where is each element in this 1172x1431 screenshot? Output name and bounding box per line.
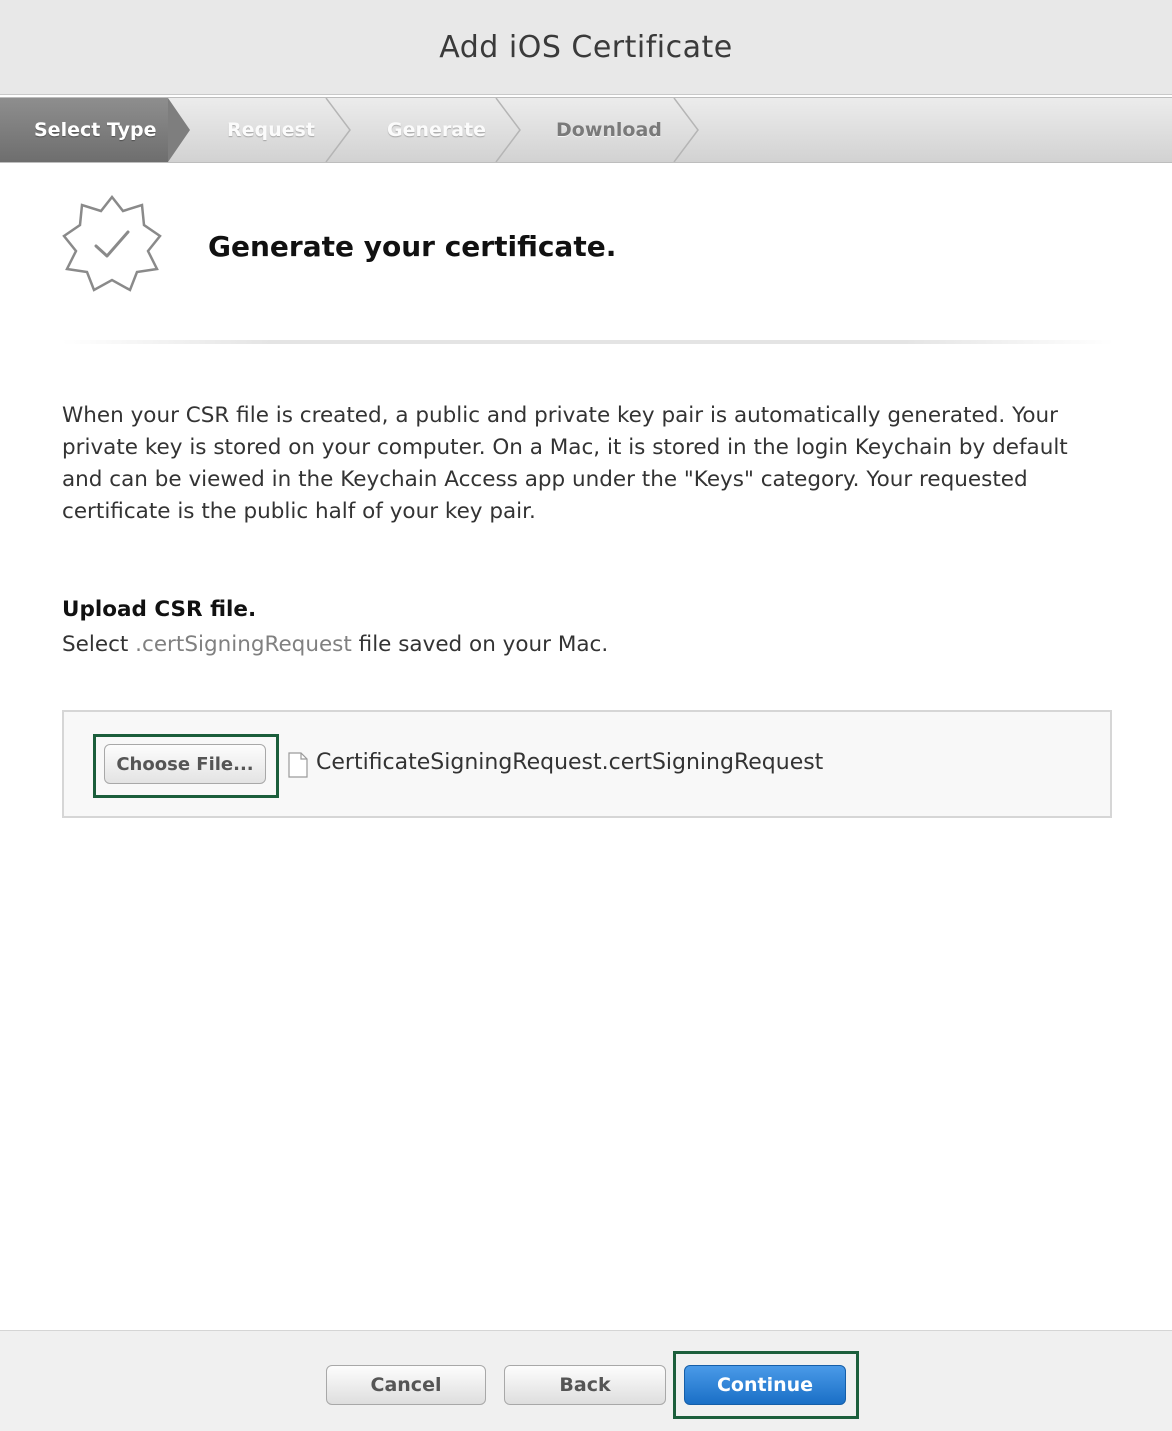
page-title: Generate your certificate. (208, 230, 617, 263)
file-upload-panel (62, 710, 1112, 818)
step-label: Generate (387, 119, 487, 141)
step-generate (387, 98, 486, 162)
step-select-type (0, 98, 168, 162)
upload-instructions-prefix: Select (62, 632, 136, 657)
window-title: Add iOS Certificate (439, 29, 733, 65)
continue-button[interactable]: Continue (684, 1365, 846, 1405)
page-header (62, 190, 1112, 300)
selected-file-name: CertificateSigningRequest.certSigningRequest (316, 750, 824, 775)
step-download (556, 98, 662, 162)
upload-instructions-suffix: file saved on your Mac. (351, 632, 609, 657)
upload-heading: Upload CSR file. (62, 597, 257, 622)
step-progress-bar (0, 97, 1172, 163)
file-extension: .certSigningRequest (135, 632, 352, 657)
upload-instructions (62, 632, 608, 657)
section-divider (62, 340, 1114, 344)
footer-bar (0, 1330, 1172, 1431)
back-button[interactable]: Back (504, 1365, 666, 1405)
step-arrow-icon (168, 98, 190, 162)
csr-info-text: When your CSR file is created, a public and private key pair is automatically generated. Your private key is stored on your computer. On a Mac, it is stored in the login Keychain by default and can be viewed in the Keychain Access app under the "Keys" category. Your requested certificate is the public half of your key pair. (62, 403, 1068, 524)
step-label: Request (227, 119, 315, 141)
document-icon (288, 752, 308, 778)
step-request (227, 98, 315, 162)
choose-file-button[interactable]: Choose File... (104, 744, 266, 784)
step-chevron-icon (672, 98, 702, 162)
step-chevron-icon (324, 98, 354, 162)
step-chevron-icon (494, 98, 524, 162)
certificate-badge-icon (62, 194, 162, 294)
title-bar (0, 0, 1172, 95)
step-label: Download (556, 119, 662, 141)
step-label: Select Type (34, 119, 157, 141)
cancel-button[interactable]: Cancel (326, 1365, 486, 1405)
